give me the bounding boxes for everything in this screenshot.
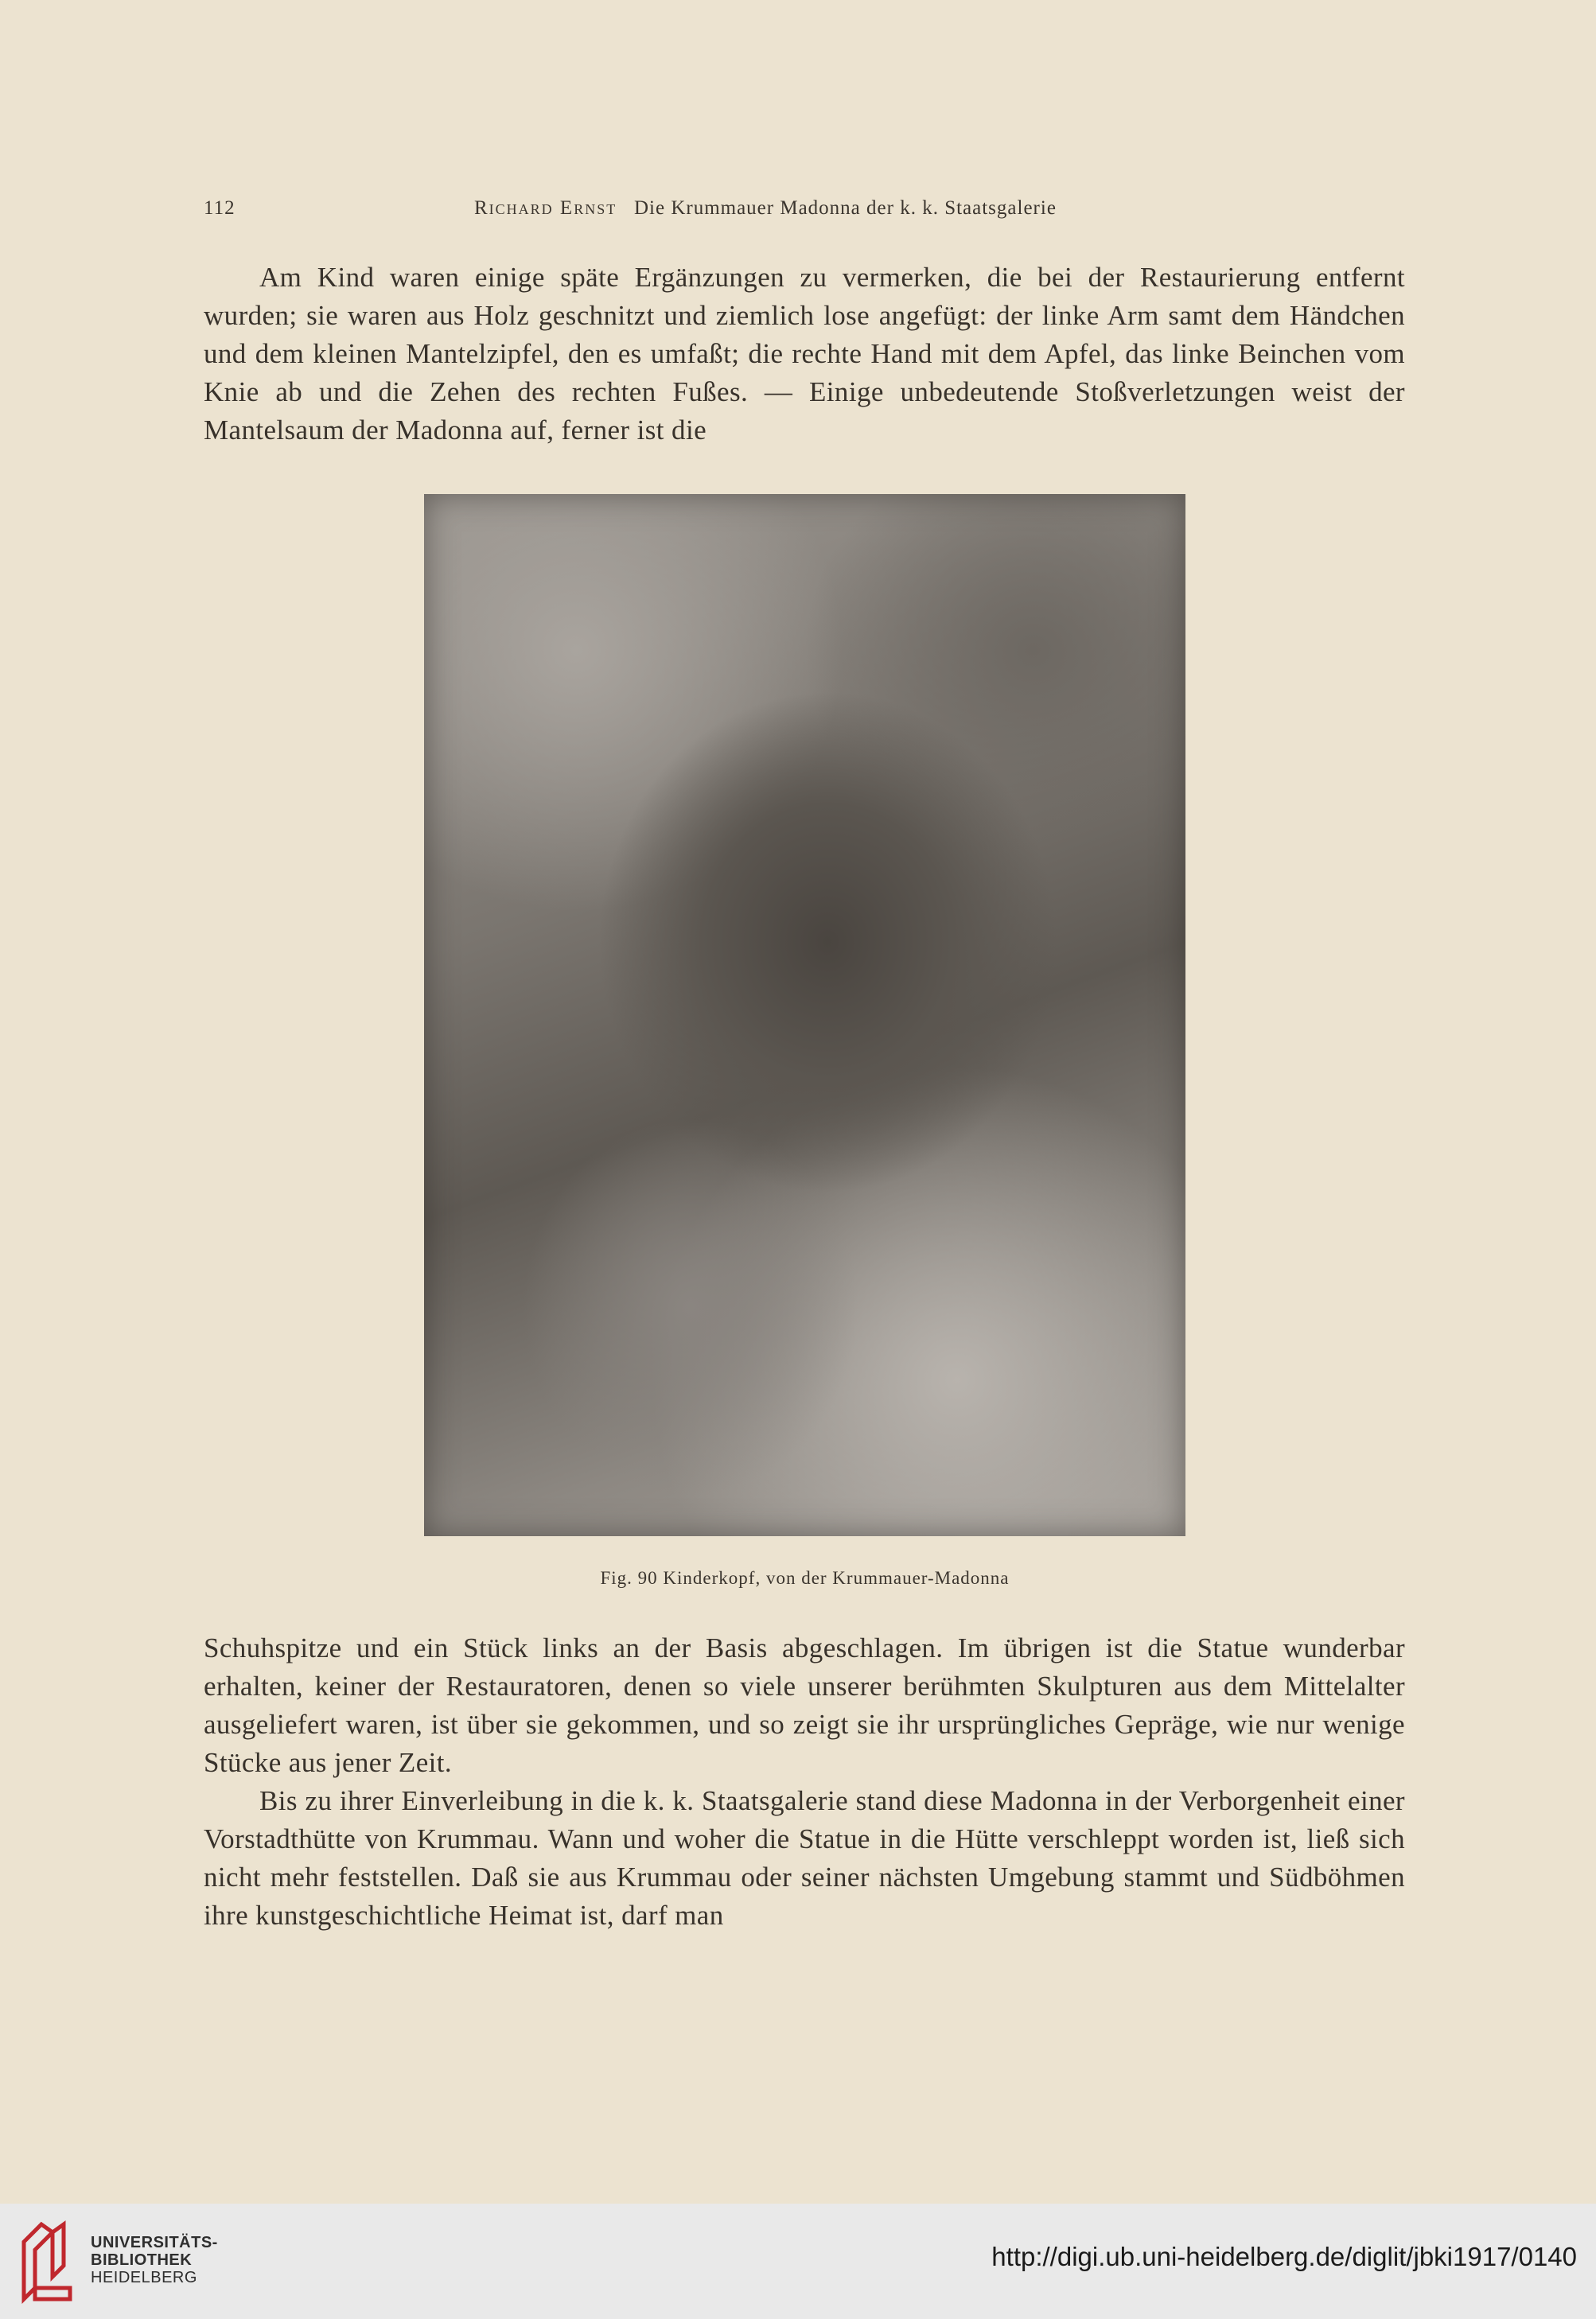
running-head-title: Die Krummauer Madonna der k. k. Staatsgalerie <box>633 197 1057 219</box>
paragraph: Schuhspitze und ein Stück links an der Basis abgeschlagen. Im übrigen ist die Statue wunderbar erhalten, keiner der Restauratoren, denen so viele unserer berühmten Skulpturen aus dem Mittelalter ausgeliefert waren, ist über sie gekommen, und so zeigt sie ihr ursprüngliches Gepräge, wie nur wenige Stücke aus jener Zeit. <box>204 1632 1405 1778</box>
library-name-line2: BIBLIOTHEK <box>91 2251 193 2269</box>
library-name-line1: UNIVERSITÄTS- <box>91 2234 218 2251</box>
figure-caption: Fig. 90 Kinderkopf, von der Krummauer-Madonna <box>600 1568 1010 1588</box>
running-head-author: Richard Ernst <box>474 197 617 219</box>
body-text-top <box>204 259 1405 449</box>
source-url-link[interactable]: http://digi.ub.uni-heidelberg.de/diglit/jbki1917/0140 <box>991 2242 1577 2271</box>
running-title <box>474 197 1057 220</box>
figure-photo-child-head <box>424 494 1185 1536</box>
paragraph: Am Kind waren einige späte Ergänzungen zu vermerken, die bei der Restaurierung entfernt wurden; sie waren aus Holz geschnitzt und ziemlich lose angefügt: der linke Arm samt dem Händchen und dem kleinen Mantelzipfel, den es umfaßt; die rechte Hand mit dem Apfel, das linke Beinchen vom Knie ab und die Zehen des rechten Fußes. — Einige unbedeutende Stoßverletzungen weist der Mantelsaum der Madonna auf, ferner ist die <box>204 262 1405 446</box>
body-text-bottom <box>204 1629 1405 1935</box>
library-name <box>91 2234 218 2286</box>
library-name-line3: HEIDELBERG <box>91 2269 197 2286</box>
footer-bar <box>0 2204 1596 2319</box>
ub-heidelberg-logo-icon[interactable] <box>18 2218 76 2305</box>
running-head <box>204 197 1405 229</box>
page-number: 112 <box>204 197 236 219</box>
paragraph: Bis zu ihrer Einverleibung in die k. k. Staatsgalerie stand diese Madonna in der Verborgenheit einer Vorstadthütte von Krummau. Wann und woher die Statue in die Hütte verschleppt worden ist, ließ sich nicht mehr feststellen. Daß sie aus Krummau oder seiner nächsten Umgebung stammt und Südböhmen ihre kunstgeschichtliche Heimat ist, darf man <box>204 1785 1405 1931</box>
